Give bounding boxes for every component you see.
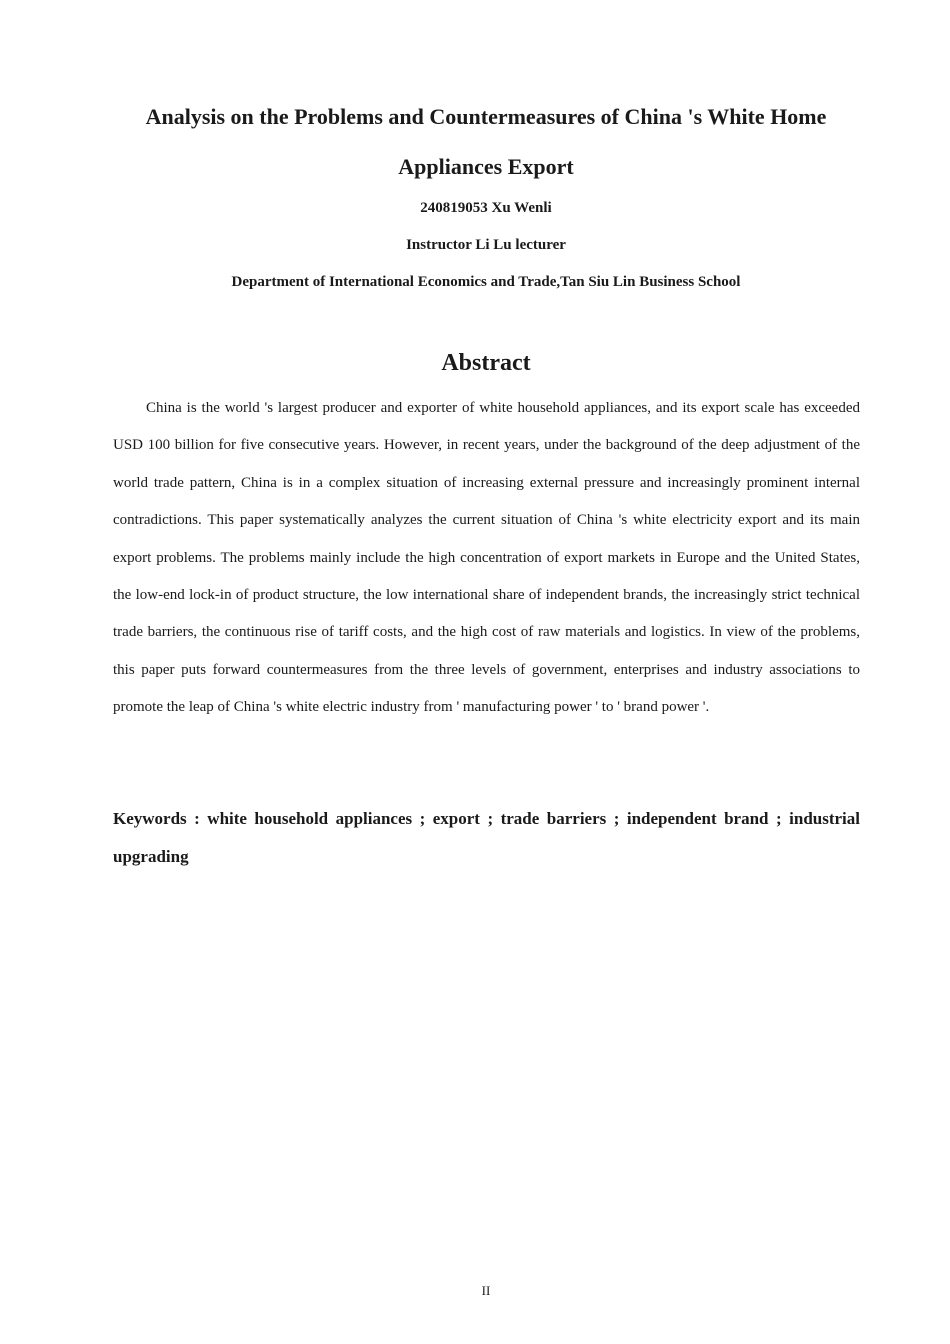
keywords-line: Keywords : white household appliances ; export ; trade barriers ; independent brand ; industrial upgrading (113, 809, 860, 866)
page-number: II (481, 1283, 491, 1298)
abstract-heading: Abstract (441, 350, 531, 376)
abstract-body: China is the world 's largest producer and exporter of white household appliances, and its export scale has exceeded USD 100 billion for five consecutive years. However, in recent years, under the background of the deep adjustment of the world trade pattern, China is in a complex situation of increasing external pressure and increasingly prominent internal contradictions. This paper systematically analyzes the current situation of China 's white electricity export and its main export problems. The problems mainly include the high concentration of export markets in Europe and the United States, the low-end lock-in of product structure, the low international share of independent brands, the increasingly strict technical trade barriers, the continuous rise of tariff costs, and the high cost of raw materials and logistics. In view of the problems, this paper puts forward countermeasures from the three levels of government, enterprises and industry associations to promote the leap of China 's white electric industry from ' manufacturing power ' to ' brand power '. (113, 400, 860, 716)
department-line: Department of International Economics and Trade,Tan Siu Lin Business School (231, 274, 741, 290)
instructor-line: Instructor Li Lu lecturer (406, 237, 566, 253)
student-id-name: 240819053 Xu Wenli (420, 200, 552, 216)
paper-title: Analysis on the Problems and Countermeasures of China 's White Home Appliances Export (145, 104, 827, 179)
